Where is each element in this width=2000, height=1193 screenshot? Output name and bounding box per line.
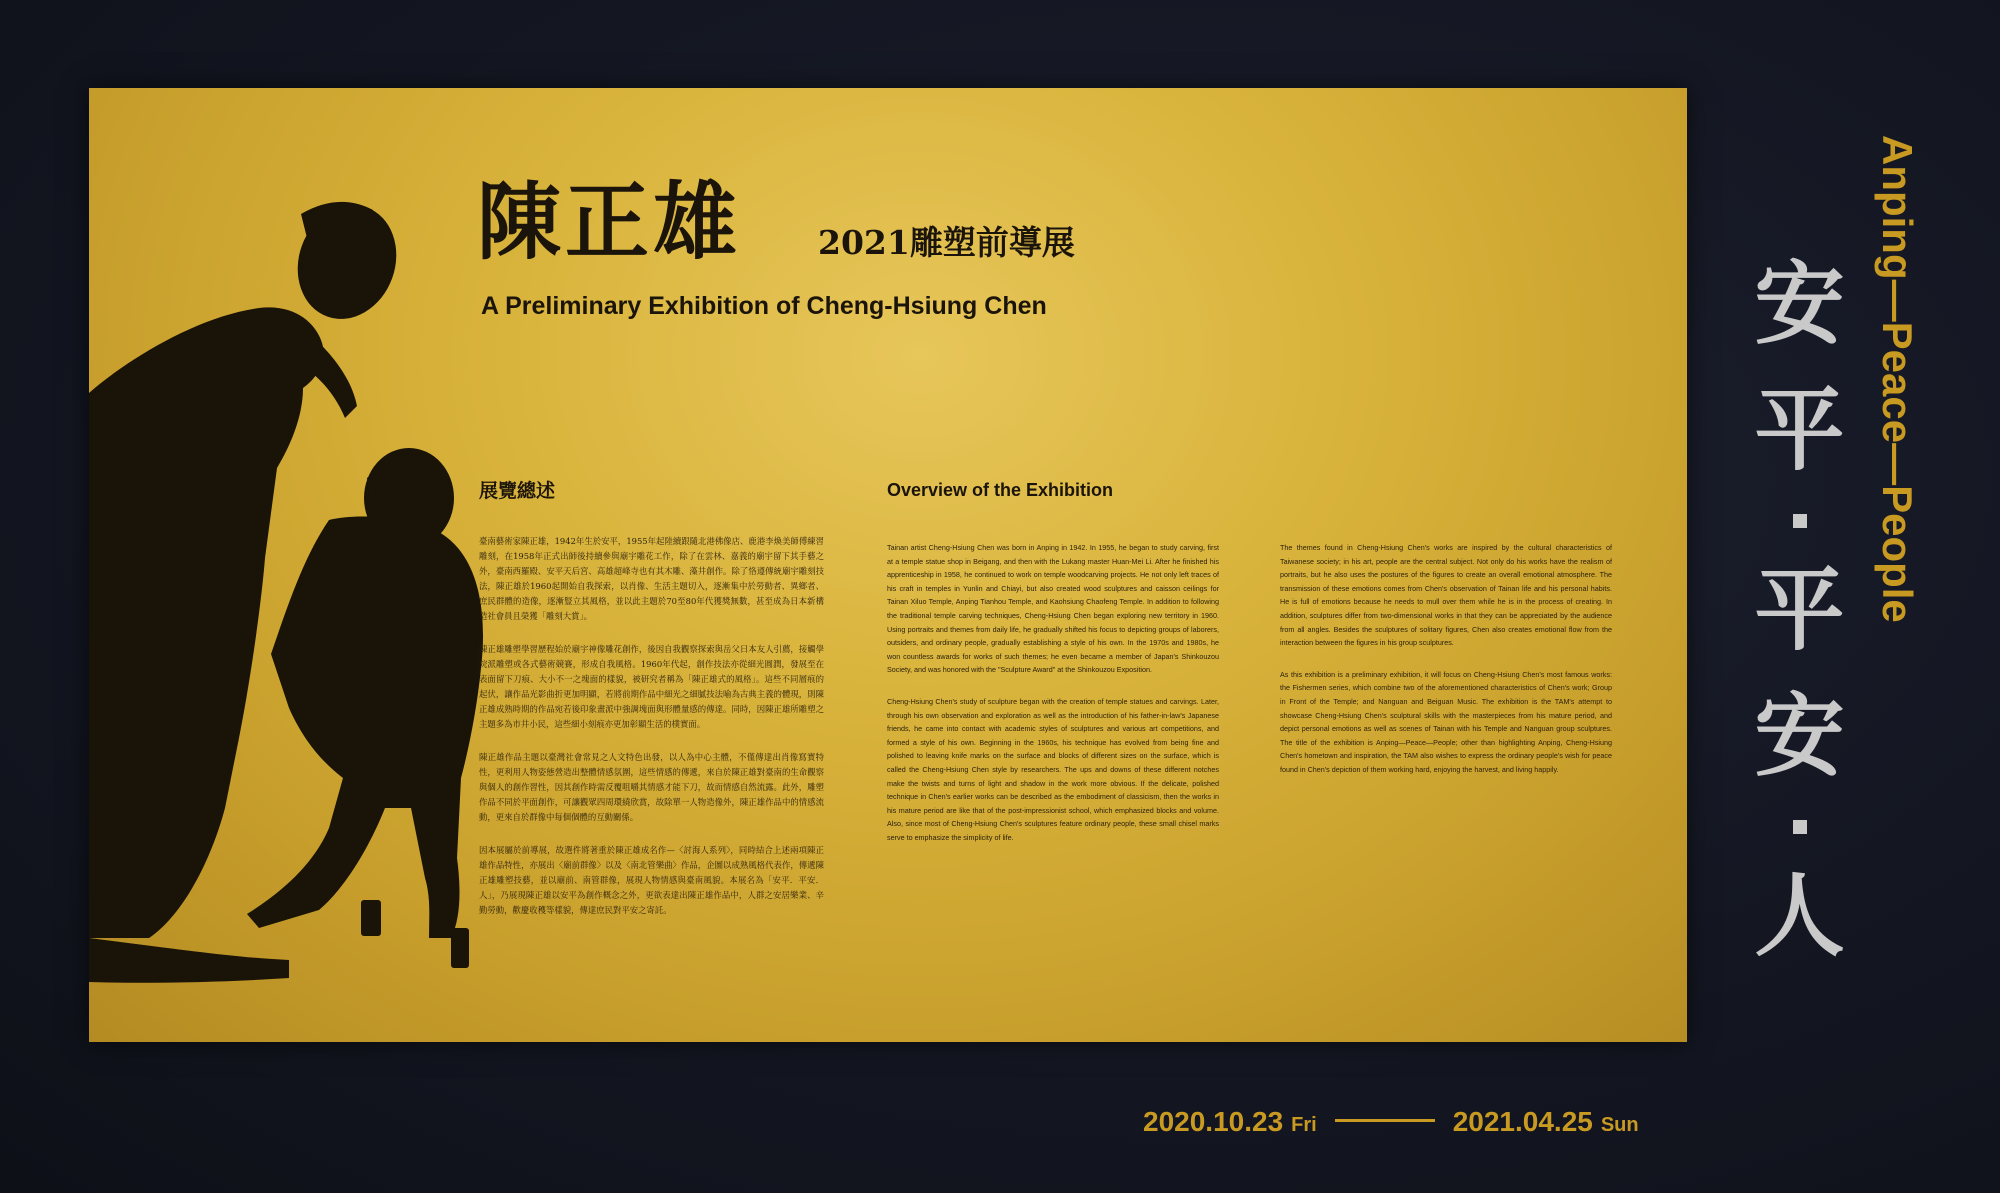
overview-paragraph-en: Tainan artist Cheng-Hsiung Chen was born in Anping in 1942. In 1955, he began to study carving, first at a temple statue shop in Beigang, and then with the Lukang master Huan-Mei Li. After he finished his apprenticeship in 1958, he continued to work on temple woodcarving projects. He not only left traces of his craft in temples in Yunlin and Chiayi, but also created wood sculptures and caisson ceilings for Tainan Xiluo Temple, Anping Tianhou Temple, and Kaohsiung Chaofeng Temple. In addition to following the traditional temple carving techniques, Cheng-Hsiung Chen began exploring new territory in 1960. Using portraits and themes from daily life, he gradually shifted his focus to depicting groups of laborers, outsiders, and ordinary people, gradually establishing a style of his own. In the 1970s and 1980s, he won countless awards for works of such themes; he even became a member of Japan's Shinkouzou Society, and was honored with the "Sculpture Award" at the Shinkouzou Exposition. [887,543,1219,675]
end-weekday: Sun [1600,1114,1639,1136]
overview-paragraph-zh: 陳正雄雕塑學習歷程始於廟宇神像雕花創作，後因自我觀察探索與岳父日本友人引薦，接觸學院派雕塑或各式藝術競賽，形成自我風格。1960年代起，創作技法亦從細光圓潤，發展至在表面留下刀痕、大小不一之塊面的樣貌，被研究者稱為「陳正雄式的風格」。這些不同層痕的起伏，讓作品光影曲折更加明顯，若將前期作品中細光之細膩技法喻為古典主義的體現，則陳正雄成熟時期的作品宛若後印象畫派中強調塊面與形體量感的傳達。同時，因陳正雄所雕塑之主題多為市井小民，這些細小刻痕亦更加彰顯生活的樸實面。 [479,644,824,729]
side-title-char: 安 [1754,684,1845,789]
exhibition-title-english: A Preliminary Exhibition of Cheng-Hsiung Chen [481,292,1047,320]
start-date: 2020.10.23 [1143,1106,1284,1137]
overview-paragraph-zh: 因本展屬於前導展，故選件將著重於陳正雄成名作—〈討海人系列〉，同時結合上述兩項陳正雄作品特性，亦展出〈廟前群像〉以及〈南北管樂曲〉作品，企圖以成熟風格代表作，傳遞陳正雄雕塑技藝，並以廟前、南管群像，展現人物情感與臺南風貌。本展名為「安平．平安．人」，乃展現陳正雄以安平為創作概念之外，更欲表達出陳正雄作品中，人群之安居樂業、辛勤勞動，歡慶收穫等樣貌，傳達庶民對平安之寄託。 [479,845,824,915]
exhibition-title-chinese: 陳正雄 [477,172,742,271]
start-weekday: Fri [1291,1114,1317,1136]
side-title-char: 人 [1754,864,1845,969]
side-title-chinese [1752,252,1847,969]
date-range-line [1335,1119,1435,1122]
overview-text-english-column-1 [887,541,1219,862]
overview-heading-chinese: 展覽總述 [479,480,556,502]
side-title-english: Anping—Peace—People [1874,135,1921,623]
exhibition-dates [1143,1106,1639,1146]
overview-paragraph-en: Cheng-Hsiung Chen's study of sculpture began with the creation of temple statues and carvings. Later, through his own observation and exploration as well as the introduction of his father-in-law's Japanese friends, he came into contact with academic styles of sculptures and various art competitions, and formed a style of his own. Beginning in the 1960s, his technique has evolved from being fine and polished to leaving knife marks on the surface and blocks of different sizes on the surface, which is called the Cheng-Hsiung Chen style by researchers. The ups and downs of these different notches make the twists and turns of light and shadow in the work more obvious. If the delicate, polished technique in Chen's earlier works can be described as the embodiment of classicism, then the works in his mature period are like that of the post-impressionist school, which emphasized blocks and volume. Also, since most of Cheng-Hsiung Chen's sculptures feature ordinary people, these small chisel marks serve to emphasize the simplicity of life. [887,696,1219,842]
overview-paragraph-zh: 陳正雄作品主題以臺灣社會常見之人文特色出發，以人為中心主體，不僅傳達出肖像寫實特性，更利用人物姿態營造出整體情感氛圍，這些情感的傳遞，來自於陳正雄對臺南的生命觀察與個人的創作習性，因其創作時需反覆咀嚼其情感才能下刀，故而情感自然流露。此外，雕塑作品不同於平面創作，可讓觀眾四周環繞欣賞，故除單一人物造像外，陳正雄作品中的情感流動，更來自於群像中每個個體的互動關係。 [479,752,824,822]
side-title-char: 安 [1754,252,1845,357]
separator-dot [1793,514,1807,528]
overview-paragraph-zh: 臺南藝術家陳正雄，1942年生於安平，1955年起陸續跟隨北港佛像店、鹿港李煥美師傅練習雕刻，在1958年正式出師後持續參與廟宇雕花工作，除了在雲林、嘉義的廟宇留下其手藝之外，臺南西羅殿、安平天后宮、高雄超峰寺也有其木雕、藻井創作。除了恪遵傳統廟宇雕刻技法，陳正雄於1960起開始自我探索，以肖像、生活主題切入，逐漸集中於勞動者、異鄉者、庶民群體的造像，逐漸豎立其風格，並以此主題於70至80年代獲獎無數，甚至成為日本新構造社會員且榮獲「雕刻大賞」。 [479,536,824,621]
overview-paragraph-en: As this exhibition is a preliminary exhibition, it will focus on Cheng-Hsiung Chen's most famous works: the Fishermen series, which combine two of the aforementioned characteristics of Chen's work; Group in Front of the Temple; and Nanguan and Beiguan Music. The exhibition is the TAM's attempt to showcase Cheng-Hsiung Chen's sculptural skills with the masterpieces from his mature period, and depict personal emotions as well as scenes of Tainan with his Temple and Nanguan group sculptures. The title of the exhibition is Anping—Peace—People; other than highlighting Anping, Cheng-Hsiung Chen's hometown and inspiration, the TAM also wishes to express the ordinary people's wish for peace found in Chen's depiction of them working hard, enjoying the harvest, and living happily. [1280,669,1612,774]
overview-paragraph-en: The themes found in Cheng-Hsiung Chen's works are inspired by the cultural characteristics of Taiwanese society; in his art, people are the central subject. Not only do his works have the realism of portraits, but he also uses the postures of the figures to create an overall emotional atmosphere. The transmission of these emotions comes from Chen's observation of Tainan life and his personal habits. He is full of emotions because he needs to mull over them while he is in the process of creating. In addition, sculptures differ from two-dimensional works in that they can be appreciated by the audience from all angles. Besides the sculptures of solitary figures, Chen also creates emotional flow from the interaction between the figures in his group sculptures. [1280,543,1612,648]
overview-text-chinese [479,534,824,936]
exhibition-panel [89,88,1687,1042]
exhibition-subtitle-chinese: 2021雕塑前導展 [818,223,1075,262]
overview-text-english-column-2 [1280,541,1612,795]
separator-dot [1793,820,1807,834]
end-date: 2021.04.25 [1452,1106,1593,1137]
overview-heading-english: Overview of the Exhibition [887,480,1114,500]
side-title-char: 平 [1754,378,1845,483]
side-title-char: 平 [1754,558,1845,663]
